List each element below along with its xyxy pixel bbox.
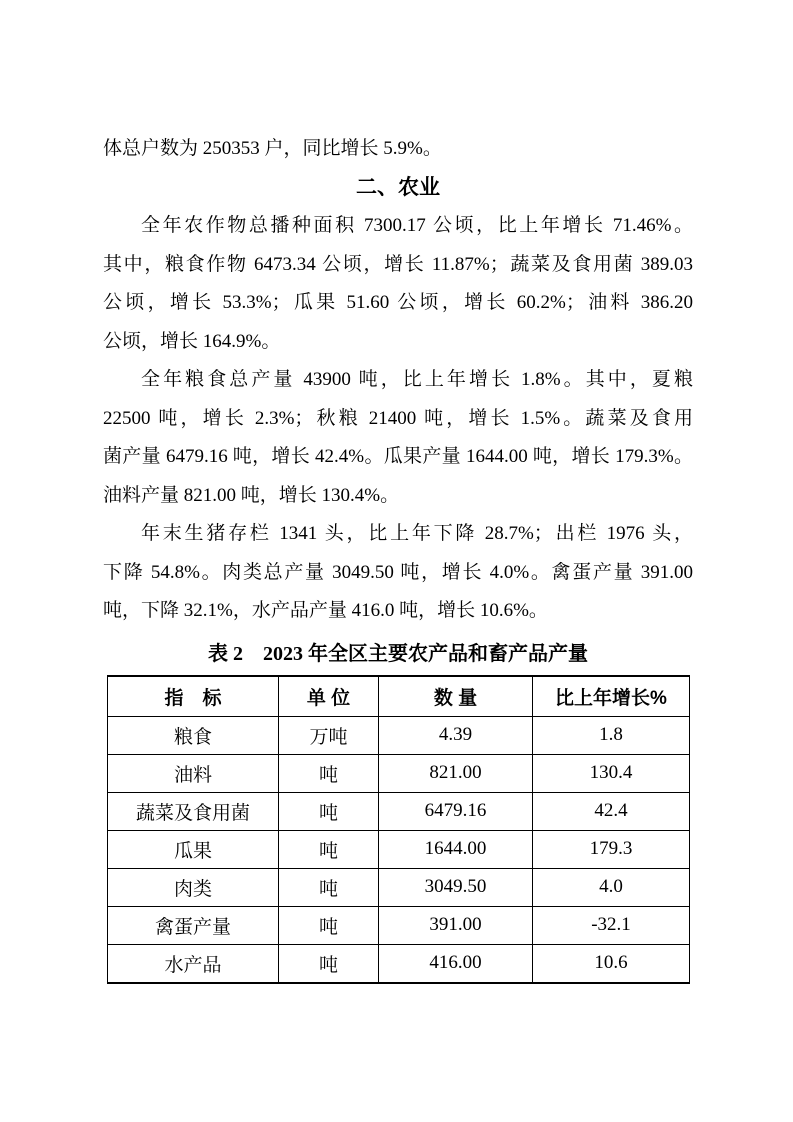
column-header-quantity: 数 量 xyxy=(379,676,533,717)
cell-unit: 吨 xyxy=(279,792,379,830)
paragraph-line: 年末生猪存栏 1341 头，比上年下降 28.7%；出栏 1976 头， xyxy=(141,523,693,544)
paragraph-line: 油料产量 821.00 吨，增长 130.4%。 xyxy=(103,484,400,506)
cell-growth: 4.0 xyxy=(533,868,690,906)
table-row xyxy=(108,792,690,830)
paragraph-line: 全年粮食总产量 43900 吨，比上年增长 1.8%。其中，夏粮 xyxy=(141,369,693,390)
table-caption: 表 2 2023 年全区主要农产品和畜产品产量 xyxy=(208,642,588,665)
cell-growth: 130.4 xyxy=(533,754,690,792)
paragraph-line: 公顷，增长 164.9%。 xyxy=(103,330,281,352)
cell-indicator: 蔬菜及食用菌 xyxy=(108,792,279,830)
paragraph-continuation-line: 体总户数为 250353 户，同比增长 5.9%。 xyxy=(103,138,442,159)
paragraph-line: 菌产量 6479.16 吨，增长 42.4%。瓜果产量 1644.00 吨，增长 179.3%。 xyxy=(103,446,693,467)
cell-unit: 吨 xyxy=(279,868,379,906)
cell-indicator: 粮食 xyxy=(108,716,279,754)
paragraph-sown-area xyxy=(103,207,693,361)
table-row xyxy=(108,868,690,906)
cell-indicator: 水产品 xyxy=(108,944,279,983)
cell-growth: 42.4 xyxy=(533,792,690,830)
paragraph-grain-output xyxy=(103,361,693,515)
paragraph-line: 其中，粮食作物 6473.34 公顷，增长 11.87%；蔬菜及食用菌 389.03 xyxy=(103,253,693,275)
table-row xyxy=(108,716,690,754)
table-row xyxy=(108,754,690,792)
cell-growth: 10.6 xyxy=(533,944,690,983)
cell-unit: 吨 xyxy=(279,906,379,944)
paragraph-line: 全年农作物总播种面积 7300.17 公顷，比上年增长 71.46%。 xyxy=(141,215,693,236)
table-header-row xyxy=(108,676,690,717)
cell-growth: -32.1 xyxy=(533,906,690,944)
column-header-indicator: 指 标 xyxy=(108,676,279,717)
cell-quantity: 1644.00 xyxy=(379,830,533,868)
cell-unit: 吨 xyxy=(279,754,379,792)
cell-quantity: 416.00 xyxy=(379,944,533,983)
table-row xyxy=(108,830,690,868)
cell-growth: 1.8 xyxy=(533,716,690,754)
paragraph-line: 22500 吨，增长 2.3%；秋粮 21400 吨，增长 1.5%。蔬菜及食用 xyxy=(103,407,693,429)
section-heading: 二、农业 xyxy=(356,175,440,199)
cell-indicator: 瓜果 xyxy=(108,830,279,868)
cell-quantity: 821.00 xyxy=(379,754,533,792)
cell-unit: 万吨 xyxy=(279,716,379,754)
paragraph-line: 公顷，增长 53.3%；瓜果 51.60 公顷，增长 60.2%；油料 386.20 xyxy=(103,292,693,313)
paragraph-line: 下降 54.8%。肉类总产量 3049.50 吨，增长 4.0%。禽蛋产量 391.00 xyxy=(103,561,693,583)
agriculture-products-table xyxy=(107,675,690,984)
cell-indicator: 肉类 xyxy=(108,868,279,906)
paragraph-line: 吨，下降 32.1%，水产品产量 416.0 吨，增长 10.6%。 xyxy=(103,600,548,621)
cell-unit: 吨 xyxy=(279,944,379,983)
column-header-unit: 单 位 xyxy=(279,676,379,717)
column-header-yoy-growth: 比上年增长% xyxy=(533,676,690,717)
cell-quantity: 4.39 xyxy=(379,716,533,754)
cell-growth: 179.3 xyxy=(533,830,690,868)
cell-indicator: 禽蛋产量 xyxy=(108,906,279,944)
paragraph-livestock xyxy=(103,515,693,631)
cell-indicator: 油料 xyxy=(108,754,279,792)
table-row xyxy=(108,906,690,944)
cell-quantity: 6479.16 xyxy=(379,792,533,830)
cell-unit: 吨 xyxy=(279,830,379,868)
cell-quantity: 3049.50 xyxy=(379,868,533,906)
table-row xyxy=(108,944,690,983)
cell-quantity: 391.00 xyxy=(379,906,533,944)
